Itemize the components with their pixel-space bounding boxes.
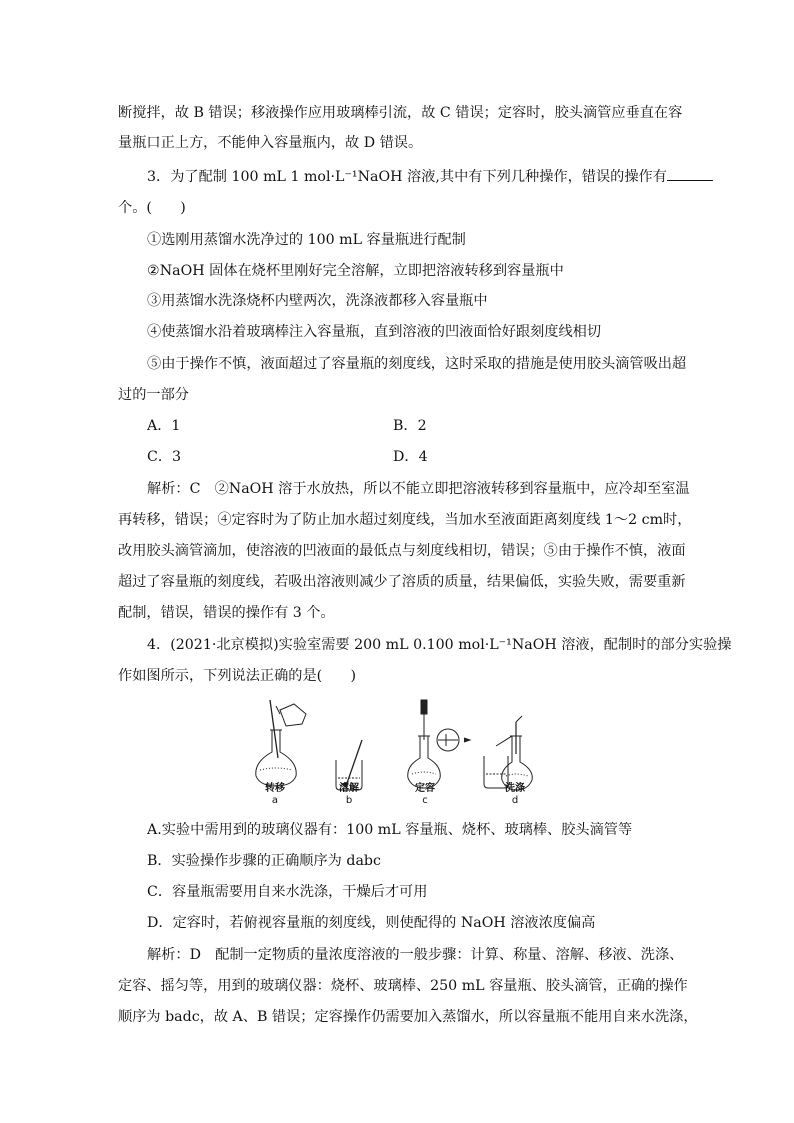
q4-stem-cont: 作如图所示，下列说法正确的是( ) — [118, 668, 357, 684]
caption-dissolve: 溶解 — [339, 783, 359, 794]
q3-option-d: D．4 — [393, 449, 428, 465]
q4-analysis-2: 定容、摇匀等，用到的玻璃仪器：烧杯、玻璃棒、250 mL 容量瓶、胶头滴管，正确的操作 — [118, 978, 688, 994]
q3-option-c: C．3 — [147, 449, 182, 465]
label-d: d — [511, 795, 519, 806]
q3-item-3: ③用蒸馏水洗涤烧杯内壁两次，洗涤液都移入容量瓶中 — [147, 293, 488, 309]
prev-answer-line-1: 断搅拌，故 B 错误；移液操作应用玻璃棒引流，故 C 错误；定容时，胶头滴管应垂直在容 — [118, 105, 683, 121]
q3-item-4: ④使蒸馏水沿着玻璃棒注入容量瓶，直到溶液的凹液面恰好跟刻度线相切 — [147, 324, 602, 340]
q4-option-d: D．定容时，若俯视容量瓶的刻度线，则使配得的 NaOH 溶液浓度偏高 — [147, 915, 596, 931]
q3-analysis-5: 配制，错误，错误的操作有 3 个。 — [118, 605, 335, 621]
q3-analysis-1: 解析：C ②NaOH 溶于水放热，所以不能立即把溶液转移到容量瓶中，应冷却至室温 — [147, 481, 690, 497]
q4-analysis-3: 顺序为 badc，故 A、B 错误；定容操作仍需要加入蒸馏水，所以容量瓶不能用自来水洗涤， — [118, 1009, 698, 1025]
caption-wash: 洗涤 — [505, 783, 525, 794]
q3-item-1: ①选刚用蒸馏水洗净过的 100 mL 容量瓶进行配制 — [147, 232, 466, 248]
q3-stem-cont: 个。( ) — [118, 200, 186, 216]
q4-stem: 4．(2021·北京模拟)实验室需要 200 mL 0.100 mol·L⁻¹NaOH 溶液，配制时的部分实验操 — [147, 637, 732, 653]
caption-fix-volume: 定容 — [415, 783, 435, 794]
q3-analysis-4: 超过了容量瓶的刻度线，若吸出溶液则减少了溶质的质量，结果偏低，实验失败，需要重新 — [118, 574, 686, 590]
label-a: a — [271, 795, 279, 806]
q3-item-5-cont: 过的一部分 — [118, 387, 189, 403]
prev-answer-line-2: 量瓶口正上方，不能伸入容量瓶内，故 D 错误。 — [118, 135, 423, 151]
q4-analysis-1: 解析：D 配制一定物质的量浓度溶液的一般步骤：计算、称量、溶解、移液、洗涤、 — [147, 947, 684, 963]
q3-item-2: ②NaOH 固体在烧杯里刚好完全溶解，立即把溶液转移到容量瓶中 — [147, 263, 564, 279]
q3-option-b: B．2 — [393, 418, 427, 434]
label-c: c — [422, 795, 428, 806]
q3-analysis-2: 再转移，错误；④定容时为了防止加水超过刻度线，当加水至液面距离刻度线 1～2 cm时， — [118, 512, 692, 528]
q3-item-5: ⑤由于操作不慎，液面超过了容量瓶的刻度线，这时采取的措施是使用胶头滴管吸出超 — [147, 356, 687, 372]
apparatus-figure — [250, 696, 550, 806]
q3-stem: 3．为了配制 100 mL 1 mol·L⁻¹NaOH 溶液,其中有下列几种操作，错误的操作有 — [147, 167, 713, 187]
q4-option-a: A.实验中需用到的玻璃仪器有：100 mL 容量瓶、烧杯、玻璃棒、胶头滴管等 — [147, 822, 633, 838]
q3-option-a: A．1 — [147, 418, 181, 434]
q4-option-c: C．容量瓶需要用自来水洗涤，干燥后才可用 — [147, 884, 428, 900]
q4-option-b: B．实验操作步骤的正确顺序为 dabc — [147, 853, 381, 869]
label-b: b — [345, 795, 353, 806]
caption-transfer: 转移 — [265, 783, 285, 794]
answer-blank[interactable] — [667, 167, 713, 181]
q3-analysis-3: 改用胶头滴管滴加，使溶液的凹液面的最低点与刻度线相切，错误；⑤由于操作不慎，液面 — [118, 543, 686, 559]
